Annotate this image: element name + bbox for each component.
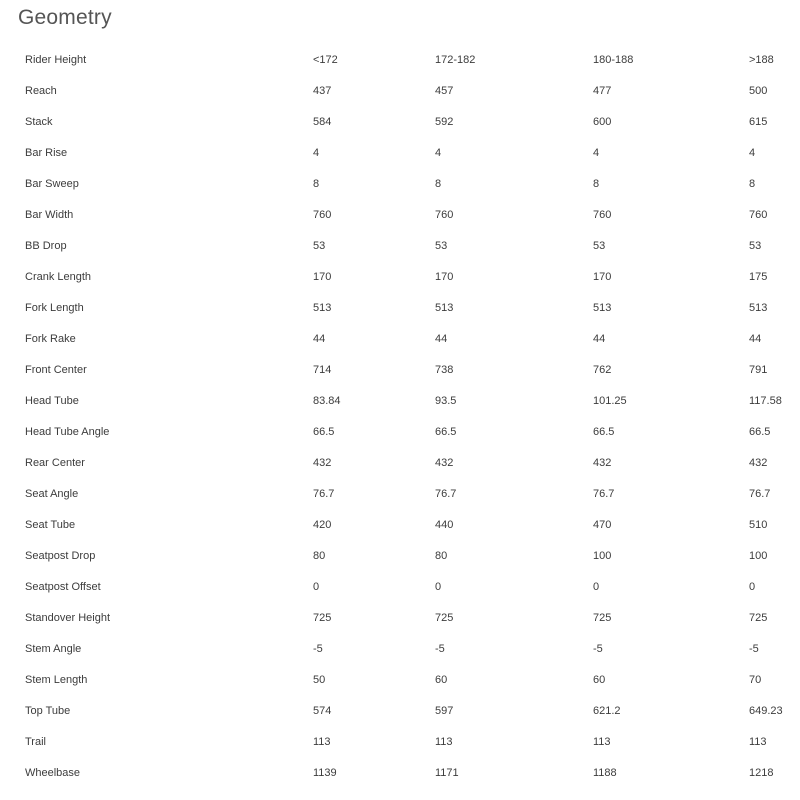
- table-row: [0, 354, 800, 385]
- row-label: Rider Height: [25, 53, 87, 66]
- size-4-value: 760: [749, 208, 768, 221]
- size-2-value: 440: [435, 518, 454, 531]
- size-2-value: 725: [435, 611, 454, 624]
- size-4-value: 791: [749, 363, 768, 376]
- size-2-value: 760: [435, 208, 454, 221]
- size-4-value: 510: [749, 518, 768, 531]
- table-row: [0, 323, 800, 354]
- row-label: Front Center: [25, 363, 87, 376]
- size-3-value: 66.5: [593, 425, 615, 438]
- size-3-value: 113: [593, 735, 611, 748]
- row-label: Bar Rise: [25, 146, 68, 159]
- size-1-value: 1139: [313, 766, 337, 779]
- row-label: Crank Length: [25, 270, 92, 283]
- size-2-value: 66.5: [435, 425, 457, 438]
- table-row: [0, 478, 800, 509]
- table-row: [0, 633, 800, 664]
- size-3-value: 44: [593, 332, 606, 345]
- size-1-value: 76.7: [313, 487, 335, 500]
- size-1-value: 714: [313, 363, 332, 376]
- geometry-table-body: [0, 44, 800, 788]
- table-row: [0, 571, 800, 602]
- size-2-value: 1171: [435, 766, 459, 779]
- row-label: Rear Center: [25, 456, 85, 469]
- size-3-value: 760: [593, 208, 612, 221]
- size-4-value: 175: [749, 270, 768, 283]
- size-2-value: 8: [435, 177, 442, 190]
- size-4-value: 8: [749, 177, 756, 190]
- size-1-value: 8: [313, 177, 320, 190]
- size-2-value: 53: [435, 239, 448, 252]
- size-3-value: 8: [593, 177, 600, 190]
- row-label: Seat Angle: [25, 487, 79, 500]
- size-2-value: 172-182: [435, 53, 476, 66]
- size-1-value: 80: [313, 549, 326, 562]
- row-label: BB Drop: [25, 239, 67, 252]
- size-3-value: 470: [593, 518, 612, 531]
- row-label: Top Tube: [25, 704, 71, 717]
- table-row: [0, 44, 800, 75]
- size-4-value: 70: [749, 673, 762, 686]
- size-1-value: 574: [313, 704, 332, 717]
- size-4-value: 76.7: [749, 487, 771, 500]
- table-row: [0, 540, 800, 571]
- size-3-value: 762: [593, 363, 612, 376]
- size-3-value: 100: [593, 549, 612, 562]
- size-2-value: 113: [435, 735, 453, 748]
- row-label: Seatpost Offset: [25, 580, 101, 593]
- size-2-value: 44: [435, 332, 448, 345]
- size-2-value: 76.7: [435, 487, 457, 500]
- size-1-value: 50: [313, 673, 326, 686]
- size-1-value: 513: [313, 301, 332, 314]
- size-4-value: 615: [749, 115, 768, 128]
- table-row: [0, 509, 800, 540]
- size-1-value: <172: [313, 53, 338, 66]
- size-3-value: 170: [593, 270, 612, 283]
- size-3-value: 60: [593, 673, 606, 686]
- row-label: Stem Length: [25, 673, 88, 686]
- geometry-table: [0, 44, 800, 788]
- size-1-value: -5: [313, 642, 323, 655]
- size-3-value: 621.2: [593, 704, 621, 717]
- size-2-value: 432: [435, 456, 454, 469]
- row-label: Seatpost Drop: [25, 549, 96, 562]
- size-2-value: 0: [435, 580, 442, 593]
- row-label: Stack: [25, 115, 53, 128]
- page-title: Geometry: [18, 6, 112, 29]
- row-label: Head Tube: [25, 394, 79, 407]
- size-4-value: 432: [749, 456, 768, 469]
- size-3-value: 180-188: [593, 53, 634, 66]
- table-row: [0, 447, 800, 478]
- size-4-value: 113: [749, 735, 767, 748]
- table-row: [0, 664, 800, 695]
- table-row: [0, 199, 800, 230]
- size-1-value: 170: [313, 270, 332, 283]
- size-4-value: 66.5: [749, 425, 771, 438]
- size-4-value: 117.58: [749, 394, 782, 407]
- size-2-value: 457: [435, 84, 454, 97]
- size-3-value: 53: [593, 239, 606, 252]
- size-2-value: 592: [435, 115, 454, 128]
- table-row: [0, 385, 800, 416]
- size-4-value: 4: [749, 146, 756, 159]
- table-row: [0, 726, 800, 757]
- row-label: Trail: [25, 735, 46, 748]
- table-row: [0, 230, 800, 261]
- size-4-value: -5: [749, 642, 759, 655]
- size-2-value: 93.5: [435, 394, 457, 407]
- size-1-value: 66.5: [313, 425, 335, 438]
- table-row: [0, 168, 800, 199]
- size-1-value: 432: [313, 456, 332, 469]
- table-row: [0, 75, 800, 106]
- size-1-value: 4: [313, 146, 320, 159]
- row-label: Bar Sweep: [25, 177, 79, 190]
- size-1-value: 437: [313, 84, 332, 97]
- size-3-value: -5: [593, 642, 603, 655]
- row-label: Bar Width: [25, 208, 74, 221]
- size-3-value: 0: [593, 580, 600, 593]
- size-2-value: 513: [435, 301, 454, 314]
- size-4-value: 1218: [749, 766, 774, 779]
- size-4-value: 53: [749, 239, 762, 252]
- row-label: Seat Tube: [25, 518, 76, 531]
- table-row: [0, 416, 800, 447]
- size-3-value: 101.25: [593, 394, 627, 407]
- row-label: Fork Length: [25, 301, 84, 314]
- size-3-value: 725: [593, 611, 612, 624]
- size-1-value: 53: [313, 239, 326, 252]
- size-1-value: 0: [313, 580, 320, 593]
- size-2-value: 738: [435, 363, 454, 376]
- size-4-value: 513: [749, 301, 768, 314]
- size-4-value: 725: [749, 611, 768, 624]
- size-1-value: 83.84: [313, 394, 341, 407]
- size-2-value: 597: [435, 704, 454, 717]
- row-label: Head Tube Angle: [25, 425, 110, 438]
- size-2-value: 4: [435, 146, 442, 159]
- row-label: Standover Height: [25, 611, 110, 624]
- size-1-value: 584: [313, 115, 332, 128]
- size-3-value: 76.7: [593, 487, 615, 500]
- size-4-value: 649.23: [749, 704, 783, 717]
- size-4-value: 0: [749, 580, 756, 593]
- size-3-value: 4: [593, 146, 600, 159]
- size-1-value: 760: [313, 208, 332, 221]
- size-3-value: 1188: [593, 766, 617, 779]
- size-3-value: 513: [593, 301, 612, 314]
- size-4-value: >188: [749, 53, 774, 66]
- table-row: [0, 695, 800, 726]
- row-label: Stem Angle: [25, 642, 82, 655]
- size-4-value: 100: [749, 549, 768, 562]
- size-1-value: 44: [313, 332, 326, 345]
- table-row: [0, 602, 800, 633]
- row-label: Reach: [25, 84, 57, 97]
- table-row: [0, 757, 800, 788]
- row-label: Fork Rake: [25, 332, 76, 345]
- size-2-value: 170: [435, 270, 454, 283]
- table-row: [0, 137, 800, 168]
- size-1-value: 420: [313, 518, 332, 531]
- size-4-value: 500: [749, 84, 768, 97]
- size-2-value: 80: [435, 549, 448, 562]
- size-2-value: -5: [435, 642, 445, 655]
- size-2-value: 60: [435, 673, 448, 686]
- table-row: [0, 106, 800, 137]
- size-4-value: 44: [749, 332, 762, 345]
- size-3-value: 477: [593, 84, 612, 97]
- size-3-value: 600: [593, 115, 612, 128]
- size-3-value: 432: [593, 456, 612, 469]
- size-1-value: 725: [313, 611, 332, 624]
- size-1-value: 113: [313, 735, 331, 748]
- table-row: [0, 261, 800, 292]
- row-label: Wheelbase: [25, 766, 81, 779]
- table-row: [0, 292, 800, 323]
